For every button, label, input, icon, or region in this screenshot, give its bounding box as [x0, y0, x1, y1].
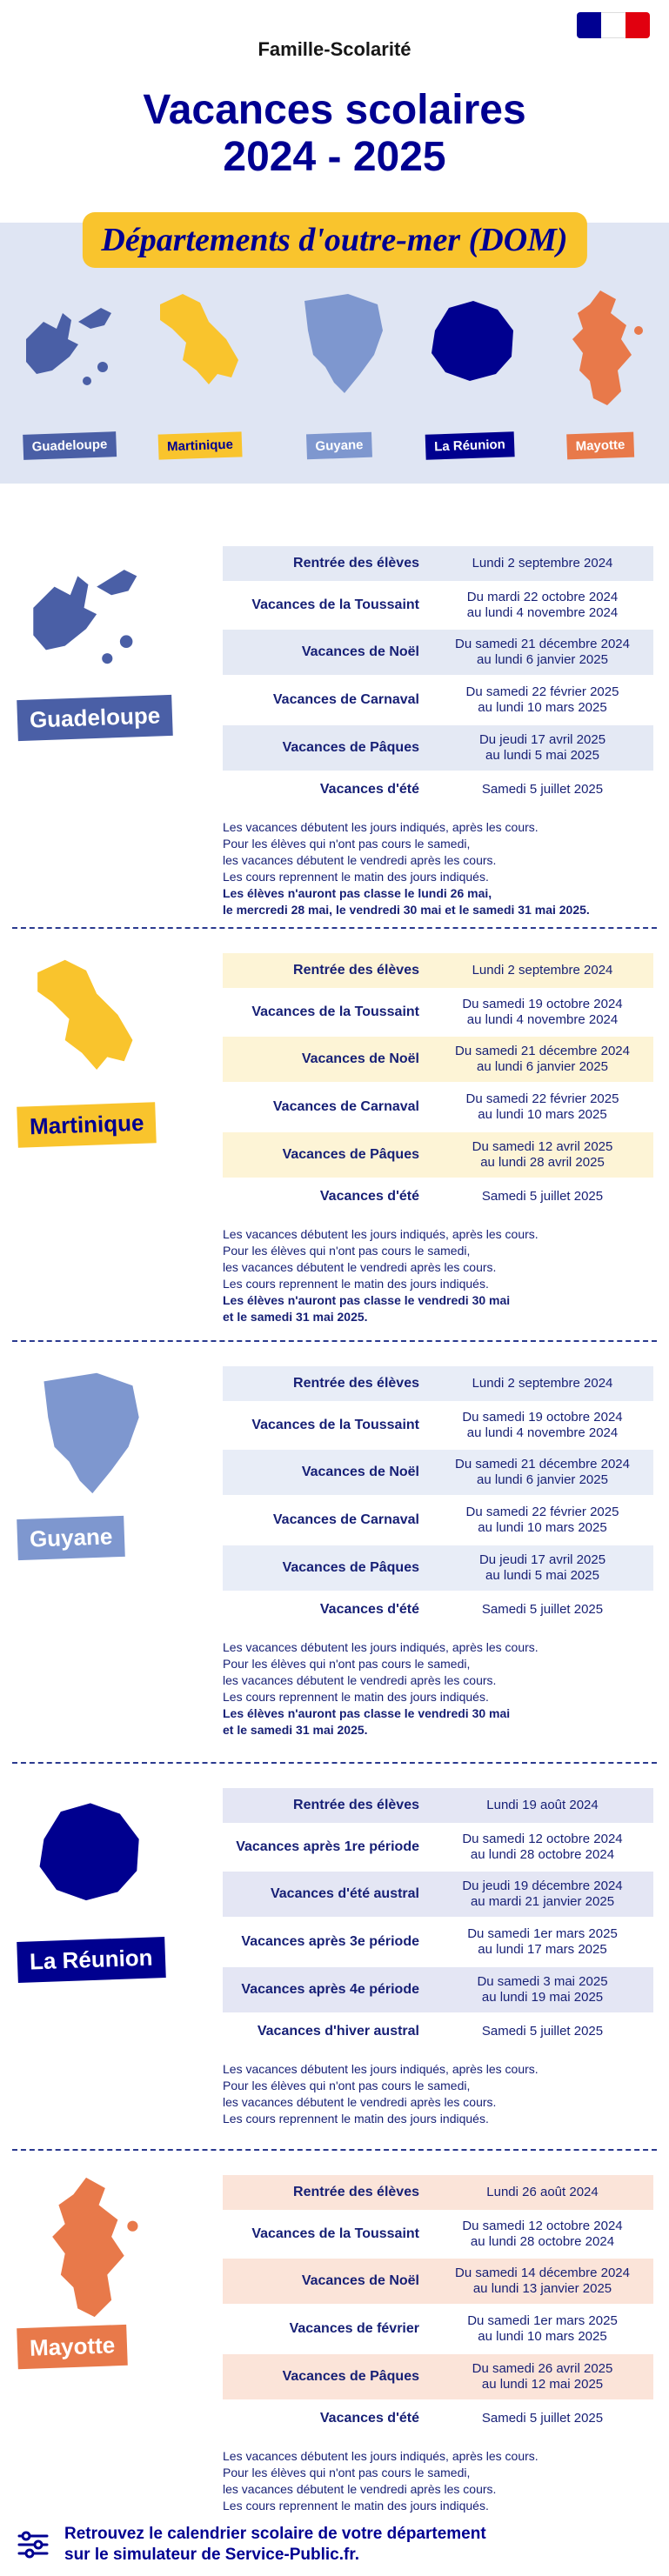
- calendar-table: [223, 953, 653, 1216]
- region-name-badge: Guadeloupe: [17, 695, 173, 741]
- table-row: [223, 1178, 653, 1216]
- period-label: Vacances de Pâques: [282, 1147, 419, 1162]
- footer: [0, 2517, 669, 2576]
- period-dates: [432, 963, 653, 978]
- period-label: Vacances d'été: [319, 1602, 419, 1617]
- table-row: [223, 1366, 653, 1401]
- overview-map-3: [409, 287, 531, 478]
- notes-block: [223, 2448, 658, 2514]
- date-line: au lundi 10 mars 2025: [478, 700, 607, 715]
- region-name-badge: Mayotte: [17, 2325, 128, 2369]
- overview-maps: [0, 287, 669, 478]
- table-row: [223, 988, 653, 1037]
- period-dates: [432, 556, 653, 571]
- period-dates: [432, 590, 653, 621]
- date-line: au lundi 13 janvier 2025: [472, 2281, 612, 2296]
- period-dates: [432, 1974, 653, 2005]
- period-dates: [432, 1376, 653, 1391]
- period-label: Vacances d'été: [319, 1189, 419, 1204]
- period-dates: [432, 1832, 653, 1863]
- period-dates: [432, 1879, 653, 1910]
- region-map-icon: [12, 951, 169, 1108]
- region-map-icon: [12, 544, 169, 701]
- date-line: Du samedi 19 octobre 2024: [462, 1410, 623, 1425]
- note-line: les vacances débutent le vendredi après les cours.: [223, 2095, 497, 2109]
- note-line: Pour les élèves qui n'ont pas cours le samedi,: [223, 2079, 471, 2092]
- island-map-icon: [287, 287, 391, 409]
- island-map-icon: [17, 287, 122, 409]
- table-row: [223, 953, 653, 988]
- period-dates: [432, 2185, 653, 2200]
- section-divider: [12, 1762, 657, 1764]
- region-name-badge: La Réunion: [17, 1937, 165, 1983]
- overview-map-2: [278, 287, 400, 478]
- island-map-icon: [148, 287, 252, 409]
- date-line: Du samedi 19 octobre 2024: [462, 997, 623, 1011]
- table-row: [223, 630, 653, 675]
- note-line: les vacances débutent le vendredi après les cours.: [223, 1673, 497, 1687]
- period-label: Vacances de Carnaval: [272, 692, 419, 707]
- table-row: [223, 1788, 653, 1823]
- date-line: Du samedi 21 décembre 2024: [455, 637, 630, 651]
- note-line: Pour les élèves qui n'ont pas cours le samedi,: [223, 1657, 471, 1671]
- overview-map-label: Mayotte: [566, 432, 634, 460]
- notes-block: [223, 1639, 658, 1738]
- note-line: Les cours reprennent le matin des jours indiqués.: [223, 1277, 489, 1291]
- date-line: au lundi 6 janvier 2025: [477, 1059, 608, 1074]
- date-line: Samedi 5 juillet 2025: [481, 1602, 604, 1617]
- table-row: [223, 2304, 653, 2354]
- period-label: Vacances de Carnaval: [272, 1099, 419, 1114]
- period-label: Vacances de la Toussaint: [251, 1418, 419, 1432]
- period-dates: [432, 997, 653, 1028]
- date-line: au lundi 19 mai 2025: [481, 1990, 604, 2005]
- date-line: Du samedi 22 février 2025: [465, 1505, 619, 1519]
- date-line: Samedi 5 juillet 2025: [481, 1189, 604, 1204]
- period-label: Vacances de Carnaval: [272, 1512, 419, 1527]
- footer-text: [64, 2524, 486, 2566]
- note-line: Pour les élèves qui n'ont pas cours le samedi,: [223, 1244, 471, 1258]
- note-line: Les vacances débutent les jours indiqués, après les cours.: [223, 1640, 539, 1654]
- table-row: [223, 581, 653, 630]
- period-label: Vacances de la Toussaint: [251, 597, 419, 612]
- date-line: Du jeudi 17 avril 2025: [478, 1552, 606, 1567]
- overview-map-label: Martinique: [158, 431, 243, 459]
- table-row: [223, 2175, 653, 2210]
- table-row: [223, 2399, 653, 2438]
- date-line: Du samedi 21 décembre 2024: [455, 1457, 630, 1472]
- table-row: [223, 1450, 653, 1495]
- table-row: [223, 1917, 653, 1967]
- period-label: Rentrée des élèves: [293, 1376, 419, 1391]
- table-row: [223, 675, 653, 725]
- date-line: au lundi 28 octobre 2024: [470, 2234, 615, 2249]
- subtitle-pill: Départements d'outre-mer (DOM): [82, 212, 586, 268]
- calendar-table: [223, 1788, 653, 2051]
- notes-block: [223, 2061, 658, 2127]
- note-bold-line: Les élèves n'auront pas classe le vendredi 30 mai: [223, 1293, 511, 1307]
- region-name-badge: Guyane: [17, 1516, 125, 1560]
- date-line: Du samedi 3 mai 2025: [477, 1974, 608, 1989]
- period-label: Vacances de Noël: [301, 1051, 419, 1066]
- period-dates: [432, 1505, 653, 1536]
- calendar-table: [223, 546, 653, 809]
- period-label: Vacances de la Toussaint: [251, 1004, 419, 1019]
- date-line: au mardi 21 janvier 2025: [470, 1894, 615, 1909]
- date-line: Du mardi 22 octobre 2024: [466, 590, 619, 604]
- date-line: au lundi 12 mai 2025: [481, 2377, 604, 2392]
- note-line: Pour les élèves qui n'ont pas cours le samedi,: [223, 837, 471, 851]
- date-line: Du samedi 22 février 2025: [465, 1091, 619, 1106]
- note-line: les vacances débutent le vendredi après les cours.: [223, 1260, 497, 1274]
- date-line: Du samedi 1er mars 2025: [467, 1926, 618, 1941]
- note-line: Les vacances débutent les jours indiqués, après les cours.: [223, 1227, 539, 1241]
- table-row: [223, 2259, 653, 2304]
- note-bold-line: et le samedi 31 mai 2025.: [223, 1723, 368, 1737]
- note-line: Les cours reprennent le matin des jours indiqués.: [223, 870, 489, 884]
- period-dates: [432, 2024, 653, 2039]
- period-label: Vacances d'été: [319, 2411, 419, 2426]
- overview-map-0: [9, 287, 130, 478]
- period-label: Vacances d'été austral: [270, 1886, 419, 1901]
- note-line: Les vacances débutent les jours indiqués, après les cours.: [223, 820, 539, 834]
- date-line: Du samedi 21 décembre 2024: [455, 1044, 630, 1058]
- date-line: au lundi 4 novembre 2024: [466, 605, 619, 620]
- period-label: Vacances de Pâques: [282, 1560, 419, 1575]
- date-line: Du jeudi 17 avril 2025: [478, 732, 606, 747]
- date-line: au lundi 4 novembre 2024: [466, 1425, 619, 1440]
- note-line: les vacances débutent le vendredi après les cours.: [223, 853, 497, 867]
- region-name-badge: Martinique: [17, 1102, 157, 1148]
- period-label: Vacances après 1re période: [236, 1839, 419, 1854]
- sliders-icon: [16, 2527, 50, 2562]
- date-line: Lundi 2 septembre 2024: [472, 556, 613, 571]
- date-line: Du samedi 26 avril 2025: [472, 2361, 613, 2376]
- table-row: [223, 1545, 653, 1591]
- note-bold-line: Les élèves n'auront pas classe le lundi 26 mai,: [223, 886, 492, 900]
- period-dates: [432, 1457, 653, 1488]
- date-line: au lundi 10 mars 2025: [478, 1520, 607, 1535]
- date-line: au lundi 5 mai 2025: [485, 1568, 599, 1583]
- date-line: Samedi 5 juillet 2025: [481, 2024, 604, 2039]
- period-dates: [432, 2313, 653, 2345]
- table-row: [223, 1082, 653, 1132]
- table-row: [223, 1823, 653, 1872]
- note-line: Les vacances débutent les jours indiqués, après les cours.: [223, 2449, 539, 2463]
- region-map-icon: [12, 1786, 169, 1943]
- period-dates: [432, 732, 653, 764]
- marianne-flag-logo: [577, 12, 650, 38]
- date-line: Du samedi 12 octobre 2024: [462, 1832, 623, 1846]
- date-line: au lundi 28 avril 2025: [480, 1155, 605, 1170]
- table-row: [223, 1872, 653, 1917]
- notes-block: [223, 1226, 658, 1325]
- period-label: Vacances de Pâques: [282, 740, 419, 755]
- table-row: [223, 1037, 653, 1082]
- period-dates: [432, 1552, 653, 1584]
- period-label: Rentrée des élèves: [293, 556, 419, 571]
- period-label: Vacances d'hiver austral: [257, 2024, 419, 2039]
- region-map-icon: [12, 1365, 169, 1521]
- title-line-1: Vacances scolaires: [143, 87, 526, 133]
- date-line: Du samedi 12 avril 2025: [472, 1139, 613, 1154]
- date-line: Du samedi 1er mars 2025: [467, 2313, 618, 2328]
- period-label: Vacances après 4e période: [241, 1982, 419, 1997]
- period-label: Vacances après 3e période: [241, 1934, 419, 1949]
- date-line: au lundi 6 janvier 2025: [477, 652, 608, 667]
- rubric-label: Famille-Scolarité: [258, 38, 411, 60]
- date-line: Samedi 5 juillet 2025: [481, 782, 604, 797]
- section-divider: [12, 1340, 657, 1342]
- period-dates: [432, 1602, 653, 1618]
- period-label: Vacances de Pâques: [282, 2369, 419, 2384]
- period-dates: [432, 1926, 653, 1958]
- title-line-2: 2024 - 2025: [223, 134, 446, 180]
- date-line: Samedi 5 juillet 2025: [481, 2411, 604, 2426]
- date-line: au lundi 6 janvier 2025: [477, 1472, 608, 1487]
- period-label: Rentrée des élèves: [293, 963, 419, 978]
- note-bold-line: Les élèves n'auront pas classe le vendredi 30 mai: [223, 1706, 511, 1720]
- section-divider: [12, 2149, 657, 2151]
- note-line: Les vacances débutent les jours indiqués, après les cours.: [223, 2062, 539, 2076]
- overview-map-label: Guadeloupe: [23, 431, 117, 460]
- island-map-icon: [548, 287, 652, 409]
- date-line: au lundi 17 mars 2025: [478, 1942, 607, 1957]
- overview-map-label: La Réunion: [425, 431, 515, 460]
- date-line: au lundi 10 mars 2025: [478, 2329, 607, 2344]
- period-label: Vacances de Noël: [301, 1465, 419, 1479]
- date-line: au lundi 5 mai 2025: [485, 748, 599, 763]
- period-label: Vacances de Noël: [301, 644, 419, 659]
- date-line: au lundi 10 mars 2025: [478, 1107, 607, 1122]
- table-row: [223, 1591, 653, 1629]
- note-bold-line: le mercredi 28 mai, le vendredi 30 mai et le samedi 31 mai 2025.: [223, 903, 590, 917]
- page-title: [0, 87, 669, 181]
- table-row: [223, 725, 653, 771]
- table-row: [223, 546, 653, 581]
- date-line: Du samedi 14 décembre 2024: [455, 2266, 630, 2280]
- table-row: [223, 2354, 653, 2399]
- period-dates: [432, 1044, 653, 1075]
- overview-map-1: [139, 287, 261, 478]
- calendar-table: [223, 2175, 653, 2438]
- note-line: Les cours reprennent le matin des jours indiqués.: [223, 1690, 489, 1704]
- region-map-icon: [12, 2173, 169, 2330]
- table-row: [223, 1495, 653, 1545]
- period-label: Rentrée des élèves: [293, 2185, 419, 2199]
- period-dates: [432, 2361, 653, 2392]
- period-dates: [432, 782, 653, 797]
- overview-map-4: [539, 287, 661, 478]
- table-row: [223, 2210, 653, 2259]
- date-line: Lundi 2 septembre 2024: [472, 1376, 613, 1391]
- note-line: Pour les élèves qui n'ont pas cours le samedi,: [223, 2466, 471, 2479]
- calendar-table: [223, 1366, 653, 1629]
- period-dates: [432, 1798, 653, 1813]
- period-dates: [432, 684, 653, 716]
- period-dates: [432, 2411, 653, 2426]
- date-line: Lundi 26 août 2024: [486, 2185, 599, 2199]
- period-dates: [432, 1189, 653, 1205]
- note-bold-line: et le samedi 31 mai 2025.: [223, 1310, 368, 1324]
- table-row: [223, 2012, 653, 2051]
- note-line: les vacances débutent le vendredi après les cours.: [223, 2482, 497, 2496]
- date-line: au lundi 4 novembre 2024: [466, 1012, 619, 1027]
- period-dates: [432, 1091, 653, 1123]
- date-line: au lundi 28 octobre 2024: [470, 1847, 615, 1862]
- notes-block: [223, 819, 658, 918]
- period-label: Vacances d'été: [319, 782, 419, 797]
- period-dates: [432, 1410, 653, 1441]
- period-dates: [432, 1139, 653, 1171]
- note-line: Les cours reprennent le matin des jours indiqués.: [223, 2499, 489, 2513]
- period-label: Vacances de Noël: [301, 2273, 419, 2288]
- date-line: Du jeudi 19 décembre 2024: [462, 1879, 623, 1893]
- period-label: Rentrée des élèves: [293, 1798, 419, 1812]
- table-row: [223, 771, 653, 809]
- overview-map-label: Guyane: [306, 432, 372, 460]
- date-line: Lundi 19 août 2024: [486, 1798, 599, 1812]
- note-line: Les cours reprennent le matin des jours indiqués.: [223, 2112, 489, 2126]
- footer-line-1: Retrouvez le calendrier scolaire de votre département: [64, 2525, 486, 2543]
- table-row: [223, 1967, 653, 2012]
- period-dates: [432, 637, 653, 668]
- table-row: [223, 1401, 653, 1450]
- section-divider: [12, 927, 657, 929]
- table-row: [223, 1132, 653, 1178]
- period-label: Vacances de la Toussaint: [251, 2226, 419, 2241]
- period-label: Vacances de février: [289, 2321, 419, 2336]
- footer-line-2[interactable]: sur le simulateur de Service-Public.fr.: [64, 2546, 359, 2564]
- date-line: Lundi 2 septembre 2024: [472, 963, 613, 978]
- period-dates: [432, 2219, 653, 2250]
- date-line: Du samedi 12 octobre 2024: [462, 2219, 623, 2233]
- island-map-icon: [418, 287, 522, 409]
- date-line: Du samedi 22 février 2025: [465, 684, 619, 699]
- period-dates: [432, 2266, 653, 2297]
